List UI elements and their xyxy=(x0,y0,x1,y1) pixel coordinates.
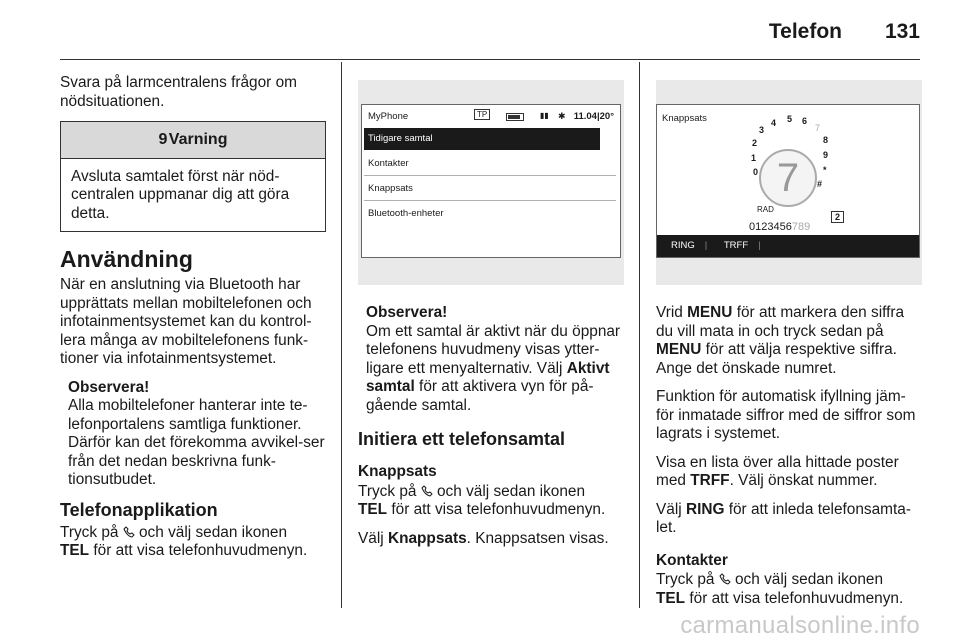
ring-label: RING xyxy=(685,500,725,518)
warning-title: Varning xyxy=(168,131,228,148)
column-divider xyxy=(639,62,640,608)
action-bar xyxy=(657,235,919,257)
text-span: Vrid xyxy=(656,304,683,321)
text-span: Välj xyxy=(358,529,384,547)
header-divider xyxy=(60,59,920,60)
phone-icon xyxy=(719,573,731,585)
text-span: för att markera den siffra du vill mata in och tryck sedan på xyxy=(656,304,905,340)
dial-key-0[interactable]: 0 xyxy=(753,167,759,177)
rad-label: RAD xyxy=(757,205,774,214)
dial-key-5[interactable]: 5 xyxy=(787,114,793,124)
tel-label: TEL xyxy=(358,501,388,518)
ring-button[interactable]: RING xyxy=(671,240,695,251)
infotainment-screen xyxy=(656,104,920,258)
subsection-heading: Kontakter xyxy=(656,551,728,569)
column-3 xyxy=(656,304,922,618)
tel-label: TEL xyxy=(60,542,90,559)
text-span: för att visa telefonhuvudmenyn. xyxy=(93,542,308,559)
note-block xyxy=(60,379,326,490)
text-span: och välj sedan ikonen xyxy=(437,482,586,500)
bar-separator: | xyxy=(704,240,708,251)
text-span: för att visa telefonhuvudmenyn. xyxy=(689,589,904,607)
screen-title: MyPhone xyxy=(368,111,409,122)
text-span: och välj sedan ikonen xyxy=(735,571,884,588)
column-2 xyxy=(358,304,624,558)
subsection-heading: Knappsats xyxy=(358,463,437,480)
text-span: för att visa telefonhuvudmenyn. xyxy=(391,501,606,518)
dial-key-8[interactable]: 8 xyxy=(823,135,829,145)
section-heading: Användning xyxy=(60,246,193,272)
note-title: Observera! xyxy=(68,378,150,396)
body-paragraph: När en anslutning via Bluetooth har upprättats mellan mobiltelefonen och infotainmentsystemet kan du kontrol-lera många av mobiltelefonens funk-tioner via infotainmentsystemet. xyxy=(60,276,312,367)
menu-item-bluetooth-devices[interactable]: Bluetooth-enheter xyxy=(368,208,444,219)
instruction-text xyxy=(60,524,326,561)
instruction-text xyxy=(656,501,922,538)
dial-wheel[interactable]: 7 xyxy=(759,149,817,207)
bar-separator: | xyxy=(758,240,761,251)
text-span: Tryck på xyxy=(358,482,417,500)
menu-item-previous-calls[interactable]: Tidigare samtal xyxy=(364,128,600,150)
screen-title: Knappsats xyxy=(662,113,707,124)
menu-label: MENU xyxy=(656,341,702,358)
instruction-text xyxy=(656,454,922,491)
text-span: . Välj önskat nummer. xyxy=(729,472,878,489)
dial-key-9[interactable]: 9 xyxy=(823,150,829,160)
screenshot-keypad xyxy=(656,80,922,285)
text-span: . Knappsatsen visas. xyxy=(466,529,609,547)
text-span: Välj xyxy=(656,500,682,518)
signal-icon: ▮▮ xyxy=(540,111,549,120)
dial-key-7[interactable]: 7 xyxy=(815,123,821,133)
status-bar xyxy=(366,111,616,125)
screenshot-phone-menu xyxy=(358,80,624,285)
column-divider xyxy=(341,62,342,608)
keypad-label: Knappsats xyxy=(387,529,467,547)
body-paragraph: Funktion för automatisk ifyllning jäm-för inmatade siffror med de siffror som lagrats i systemet. xyxy=(656,388,916,442)
menu-item-keypad[interactable]: Knappsats xyxy=(364,178,616,201)
tp-badge: TP xyxy=(474,109,490,120)
intro-text: Svara på larmcentralens frågor om nödsituationen. xyxy=(60,74,297,110)
menu-item-contacts[interactable]: Kontakter xyxy=(364,153,616,176)
dial-key-1[interactable]: 1 xyxy=(751,153,757,163)
dial-key-2[interactable]: 2 xyxy=(752,138,758,148)
text-span: Tryck på xyxy=(60,523,119,541)
instruction-text xyxy=(656,571,922,608)
dial-key-hash[interactable]: # xyxy=(817,179,823,189)
instruction-text xyxy=(656,304,922,378)
page-title: Telefon xyxy=(768,20,842,43)
bluetooth-icon: ✱ xyxy=(558,111,566,121)
number-entry xyxy=(749,221,810,233)
instruction-text xyxy=(358,483,624,520)
note-block xyxy=(358,304,624,415)
note-text: Alla mobiltelefoner hanterar inte te-lefonportalens samtliga funktioner. Därför kan det förekomma avvikel-ser från det nedan beskrivna funk-tionsutbudet. xyxy=(68,397,325,488)
text-span: för att aktivera vyn för på-gående samtal. xyxy=(366,378,594,414)
warning-text: Avsluta samtalet först när nöd-centralen uppmanar dig att göra detta. xyxy=(71,167,290,222)
dial-key-4[interactable]: 4 xyxy=(771,118,777,128)
note-title: Observera! xyxy=(366,304,448,321)
watermark: carmanualsonline.info xyxy=(680,612,920,639)
text-span: för att välja respektive siffra. Ange det önskade numret. xyxy=(656,341,897,377)
page-header xyxy=(60,10,920,56)
page-number: 131 xyxy=(884,20,920,43)
menu-label: MENU xyxy=(687,304,733,321)
active-call-label: Aktivt samtal xyxy=(366,359,610,395)
match-count-badge: 2 xyxy=(831,211,844,223)
dial-key-star[interactable]: * xyxy=(823,165,827,175)
column-1 xyxy=(60,74,326,571)
section-heading: Initiera ett telefonsamtal xyxy=(358,429,566,449)
battery-icon xyxy=(506,113,524,121)
warning-box xyxy=(60,121,326,232)
text-span: Om ett samtal är aktivt när du öppnar telefonens huvudmeny visas ytter-ligare ett menyalternativ. Välj xyxy=(366,322,621,377)
instruction-text xyxy=(358,530,624,549)
subsection-heading: Telefonapplikation xyxy=(60,499,218,520)
text-span: för att inleda telefonsamta-let. xyxy=(656,500,911,536)
dial-key-3[interactable]: 3 xyxy=(759,125,765,135)
text-span: Visa en lista över alla hittade poster med xyxy=(656,453,899,489)
tel-label: TEL xyxy=(656,589,686,607)
trff-label: TRFF xyxy=(690,472,730,489)
text-span: och välj sedan ikonen xyxy=(139,523,288,541)
number-suggested: 789 xyxy=(791,221,811,233)
note-text xyxy=(366,323,624,416)
clock-readout: 11.04|20° xyxy=(573,111,614,122)
trff-button[interactable]: TRFF xyxy=(723,240,749,251)
phone-icon xyxy=(421,485,433,497)
number-entered: 0123456 xyxy=(749,221,792,233)
infotainment-screen xyxy=(361,104,621,258)
warning-icon: 9 xyxy=(158,131,168,148)
text-span: Tryck på xyxy=(656,571,715,588)
warning-heading xyxy=(61,122,325,159)
dial-key-6[interactable]: 6 xyxy=(802,116,808,126)
phone-icon xyxy=(123,526,135,538)
